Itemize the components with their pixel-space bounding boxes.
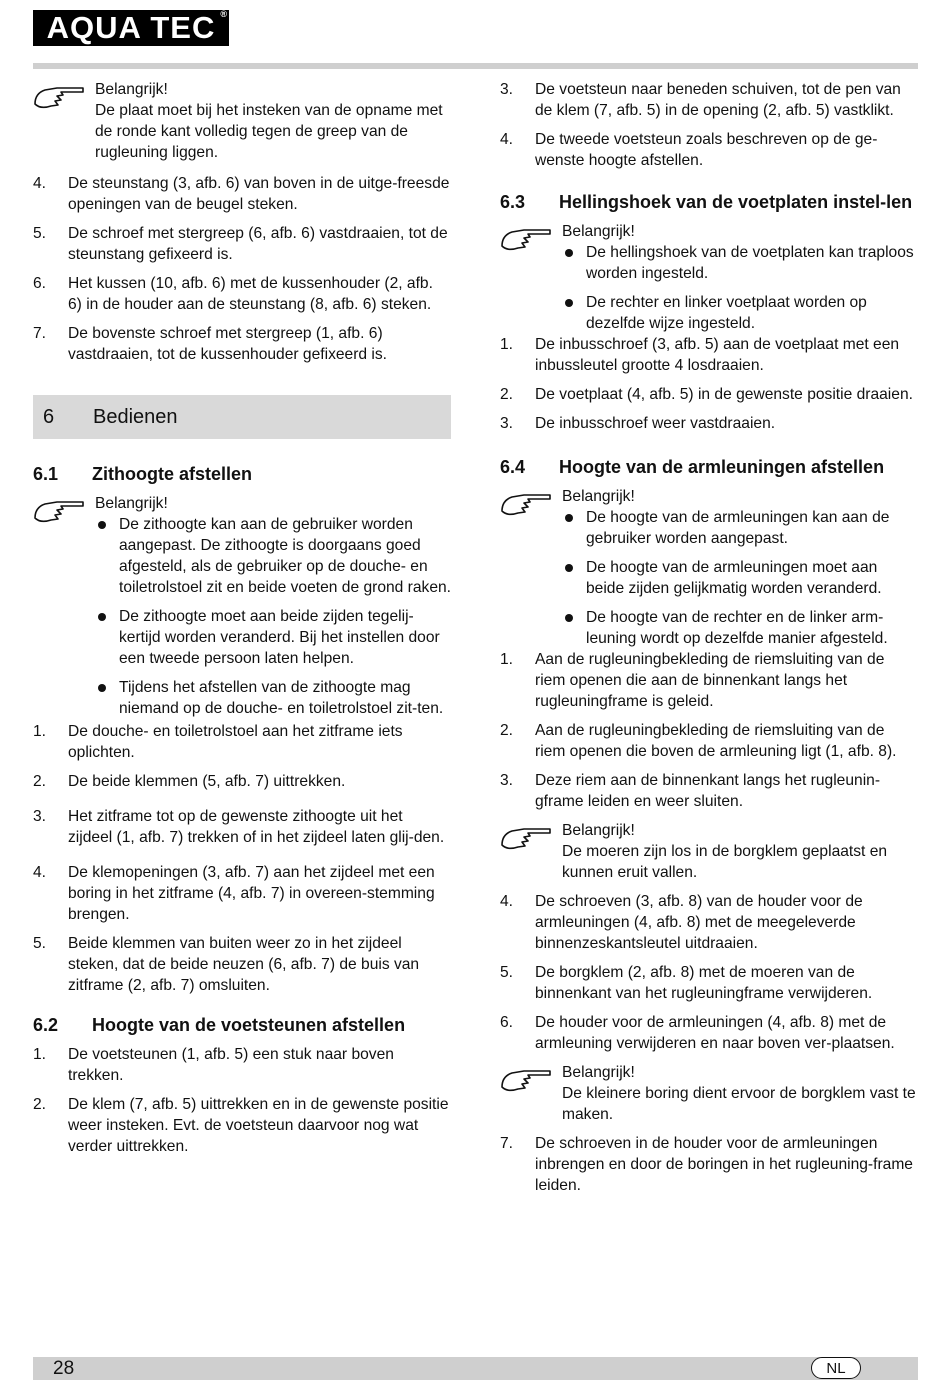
- bullet-item: De hoogte van de armleuningen kan aan de gebruiker worden aangepast.: [562, 507, 918, 549]
- pointing-hand-icon: [500, 489, 552, 519]
- section-heading-6-2: 6.2 Hoogte van de voetsteunen afstellen: [33, 1015, 406, 1035]
- list-item: 2. De beide klemmen (5, afb. 7) uittrekken.: [33, 773, 346, 790]
- list-item: 7. De bovenste schroef met stergreep (1, afb. 6) vastdraaien, tot de kussenhouder gefixeerd is.: [33, 325, 388, 363]
- header-divider: [33, 63, 918, 69]
- logo-text: AQUA TEC: [46, 10, 216, 45]
- pointing-hand-icon: [500, 1065, 552, 1095]
- aquatec-logo: [33, 10, 229, 46]
- note-title: Belangrijk!: [562, 1064, 635, 1081]
- note-title: Belangrijk!: [562, 223, 635, 240]
- footer-bar: [33, 1357, 918, 1380]
- bullet-item: Tijdens het afstellen van de zithoogte mag niemand op de douche- en toiletrolstoel zit-ten.: [95, 677, 451, 719]
- list-item: 5. De schroef met stergreep (6, afb. 6) vastdraaien, tot de steunstang gefixeerd is.: [33, 225, 448, 263]
- section-heading-6-4: 6.4 Hoogte van de armleuningen afstellen: [500, 457, 885, 477]
- list-item: 4. De klemopeningen (3, afb. 7) aan het zijdeel met een boring in het zitframe (4, afb. 7) in overeen-stemming brengen.: [33, 864, 435, 923]
- right-column: [500, 79, 918, 1204]
- list-item: 3. De inbusschroef weer vastdraaien.: [500, 415, 776, 432]
- list-item: 3. Deze riem aan de binnenkant langs het rugleunin-gframe leiden en weer sluiten.: [500, 772, 881, 810]
- list-item: 1. De douche- en toiletrolstoel aan het zitframe iets oplichten.: [33, 723, 403, 761]
- list-item: 4. De schroeven (3, afb. 8) van de houder voor de armleuningen (4, afb. 8) met de meegeleverde binnenzeskantsleutel uitdraaien.: [500, 893, 863, 952]
- list-item: 5. Beide klemmen van buiten weer zo in het zijdeel steken, dat de beide neuzen (6, afb. 7) de buis van zitframe (2, afb. 7) omsluiten.: [33, 935, 420, 994]
- bullet-item: De hellingshoek van de voetplaten kan traploos worden ingesteld.: [562, 242, 918, 284]
- chapter-title: Bedienen: [93, 406, 178, 428]
- pointing-hand-icon: [33, 496, 85, 526]
- pointing-hand-icon: [500, 823, 552, 853]
- note-title: Belangrijk!: [562, 488, 635, 505]
- important-note: [500, 221, 918, 334]
- important-note: [33, 79, 451, 163]
- important-note: [33, 493, 451, 719]
- registered-mark: ®: [220, 9, 227, 19]
- list-item: 3. Het zitframe tot op de gewenste zithoogte uit het zijdeel (1, afb. 7) trekken of in het zijdeel laten glij-den.: [33, 808, 445, 846]
- list-item: 4. De steunstang (3, afb. 6) van boven in de uitge-freesde openingen van de beugel steken.: [33, 175, 450, 213]
- list-item: 2. Aan de rugleuningbekleding de riemsluiting van de riem openen die boven de armleuning ligt (1, afb. 8).: [500, 722, 897, 760]
- page-number: 28: [53, 1358, 75, 1379]
- note-text: De kleinere boring dient ervoor de borgklem vast te maken.: [562, 1085, 916, 1123]
- list-item: 2. De klem (7, afb. 5) uittrekken en in de gewenste positie weer insteken. Evt. de voetsteun daarvoor nog wat verder uittrekken.: [33, 1096, 449, 1155]
- chapter-number: 6: [43, 406, 55, 428]
- list-item: 2. De voetplaat (4, afb. 5) in de gewenste positie draaien.: [500, 386, 913, 403]
- left-column: [33, 79, 451, 1165]
- section-heading-6-3: 6.3 Hellingshoek van de voetplaten instel-len: [500, 192, 913, 212]
- note-title: Belangrijk!: [562, 822, 635, 839]
- list-item: 5. De borgklem (2, afb. 8) met de moeren van de binnenkant van het rugleuningframe verwijderen.: [500, 964, 873, 1002]
- chapter-heading: [33, 395, 451, 439]
- list-item: 6. Het kussen (10, afb. 6) met de kussenhouder (2, afb. 6) in de houder aan de steunstang (8, afb. 6) steken.: [33, 275, 433, 313]
- note-text: De plaat moet bij het insteken van de opname met de ronde kant volledig tegen de greep van de rugleuning liggen.: [95, 102, 443, 161]
- list-item: 1. Aan de rugleuningbekleding de riemsluiting van de riem openen die aan de binnenkant langs het rugleuningframe is geleid.: [500, 651, 885, 710]
- pointing-hand-icon: [33, 82, 85, 112]
- important-note: [500, 486, 918, 649]
- bullet-item: De zithoogte moet aan beide zijden tegelij-kertijd worden veranderd. Bij het instellen door een tweede persoon laten helpen.: [95, 606, 451, 669]
- list-item: 1. De inbusschroef (3, afb. 5) aan de voetplaat met een inbussleutel grootte 4 losdraaien.: [500, 336, 900, 374]
- note-title: Belangrijk!: [95, 495, 168, 512]
- list-item: 3. De voetsteun naar beneden schuiven, tot de pen van de klem (7, afb. 5) in de opening (2, afb. 5) vastklikt.: [500, 81, 901, 119]
- section-heading-6-1: 6.1 Zithoogte afstellen: [33, 464, 253, 484]
- list-item: 1. De voetsteunen (1, afb. 5) een stuk naar boven trekken.: [33, 1046, 394, 1084]
- bullet-item: De hoogte van de rechter en de linker arm-leuning wordt op dezelfde manier afgesteld.: [562, 607, 918, 649]
- language-badge: NL: [811, 1357, 861, 1379]
- bullet-item: De rechter en linker voetplaat worden op dezelfde wijze ingesteld.: [562, 292, 918, 334]
- list-item: 6. De houder voor de armleuningen (4, afb. 8) met de armleuning verwijderen en naar boven ver-plaatsen.: [500, 1014, 895, 1052]
- list-item: 4. De tweede voetsteun zoals beschreven op de ge-wenste hoogte afstellen.: [500, 131, 878, 169]
- bullet-item: De hoogte van de armleuningen moet aan beide zijden gelijkmatig worden veranderd.: [562, 557, 918, 599]
- important-note: [500, 1062, 918, 1125]
- important-note: [500, 820, 918, 883]
- bullet-item: De zithoogte kan aan de gebruiker worden aangepast. De zithoogte is doorgaans goed afgesteld, als de gebruiker op de douche- en toiletrolstoel zit en beide voeten de grond raken.: [95, 514, 451, 598]
- pointing-hand-icon: [500, 224, 552, 254]
- list-item: 7. De schroeven in de houder voor de armleuningen inbrengen en door de boringen in het rugleuning-frame leiden.: [500, 1135, 913, 1194]
- note-title: Belangrijk!: [95, 81, 168, 98]
- note-text: De moeren zijn los in de borgklem geplaatst en kunnen eruit vallen.: [562, 843, 888, 881]
